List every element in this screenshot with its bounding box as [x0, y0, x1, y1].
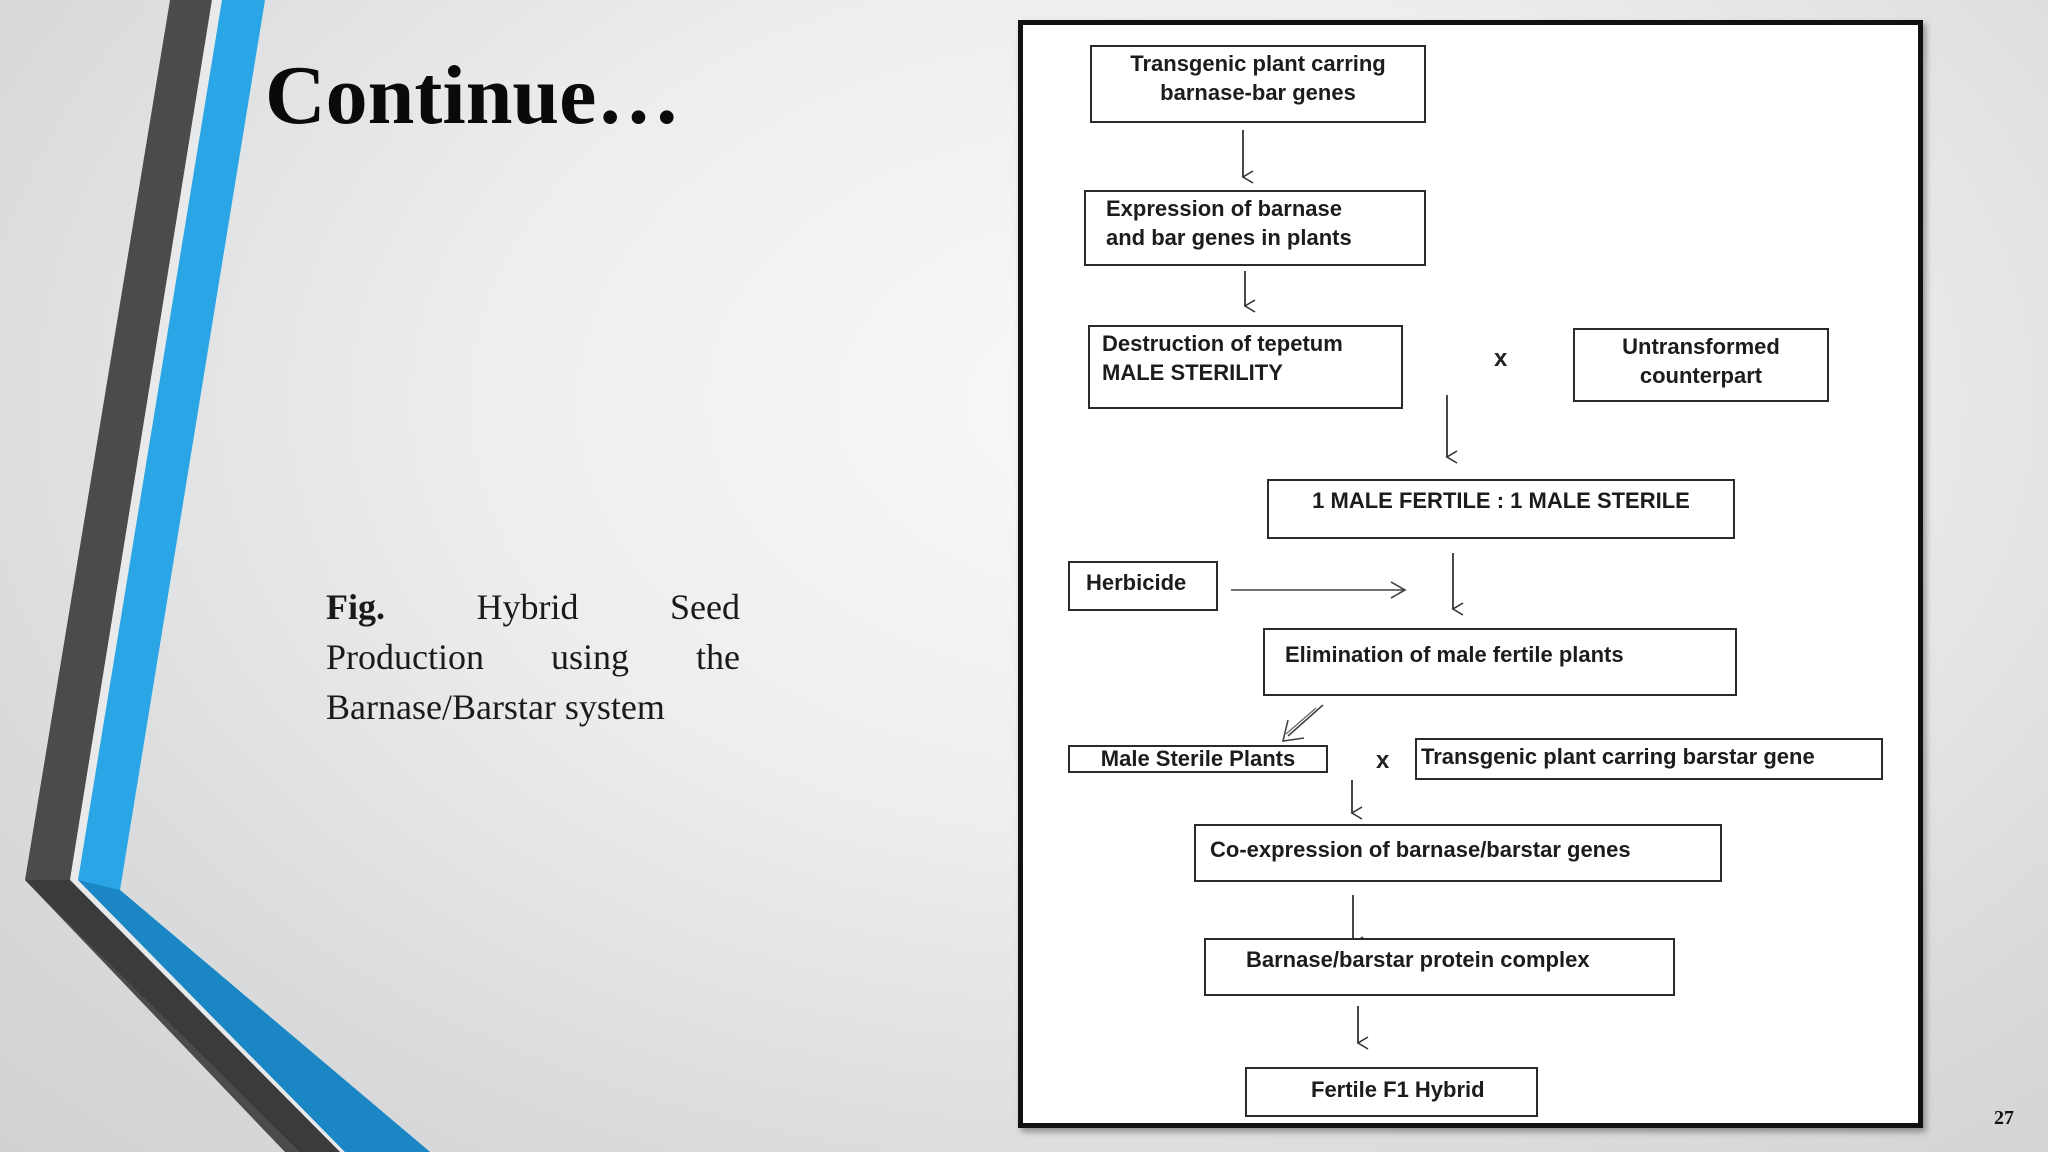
box-destruction-tapetum: Destruction of tepetum MALE STERILITY: [1088, 325, 1403, 409]
box-protein-complex: Barnase/barstar protein complex: [1204, 938, 1675, 996]
box-coexpression: Co-expression of barnase/barstar genes: [1194, 824, 1722, 882]
box-transgenic-plant: Transgenic plant carring barnase-bar genes: [1090, 45, 1426, 123]
dark-stripe-lower: [25, 880, 340, 1152]
caption-text-1: Hybrid Seed: [476, 587, 740, 627]
box-elimination: Elimination of male fertile plants: [1263, 628, 1737, 696]
box-expression: Expression of barnase and bar genes in plants: [1084, 190, 1426, 266]
cross-symbol-2: x: [1376, 747, 1390, 774]
box-transgenic-barstar: Transgenic plant carring barstar gene: [1415, 738, 1883, 780]
flowchart-figure: [1018, 20, 1923, 1128]
box-ratio: 1 MALE FERTILE : 1 MALE STERILE: [1267, 479, 1735, 539]
caption-fig-label: Fig.: [326, 587, 385, 627]
cross-symbol-1: x: [1494, 345, 1508, 372]
arrow-elimination-to-sterile: [1288, 705, 1323, 736]
caption-line-3: Barnase/Barstar system: [326, 687, 665, 727]
box-untransformed: Untransformed counterpart: [1573, 328, 1829, 402]
arrow-elimination-to-sterile-2: [1286, 708, 1316, 734]
caption-line-1: [326, 582, 740, 632]
caption-line-2: Production using the: [326, 637, 740, 677]
slide-title: Continue…: [265, 49, 681, 142]
box-male-sterile-plants: Male Sterile Plants: [1068, 745, 1328, 773]
box-fertile-f1-hybrid: Fertile F1 Hybrid: [1245, 1067, 1538, 1117]
box-herbicide: Herbicide: [1068, 561, 1218, 611]
figure-caption: [326, 582, 740, 732]
page-number: 27: [1994, 1107, 2014, 1129]
